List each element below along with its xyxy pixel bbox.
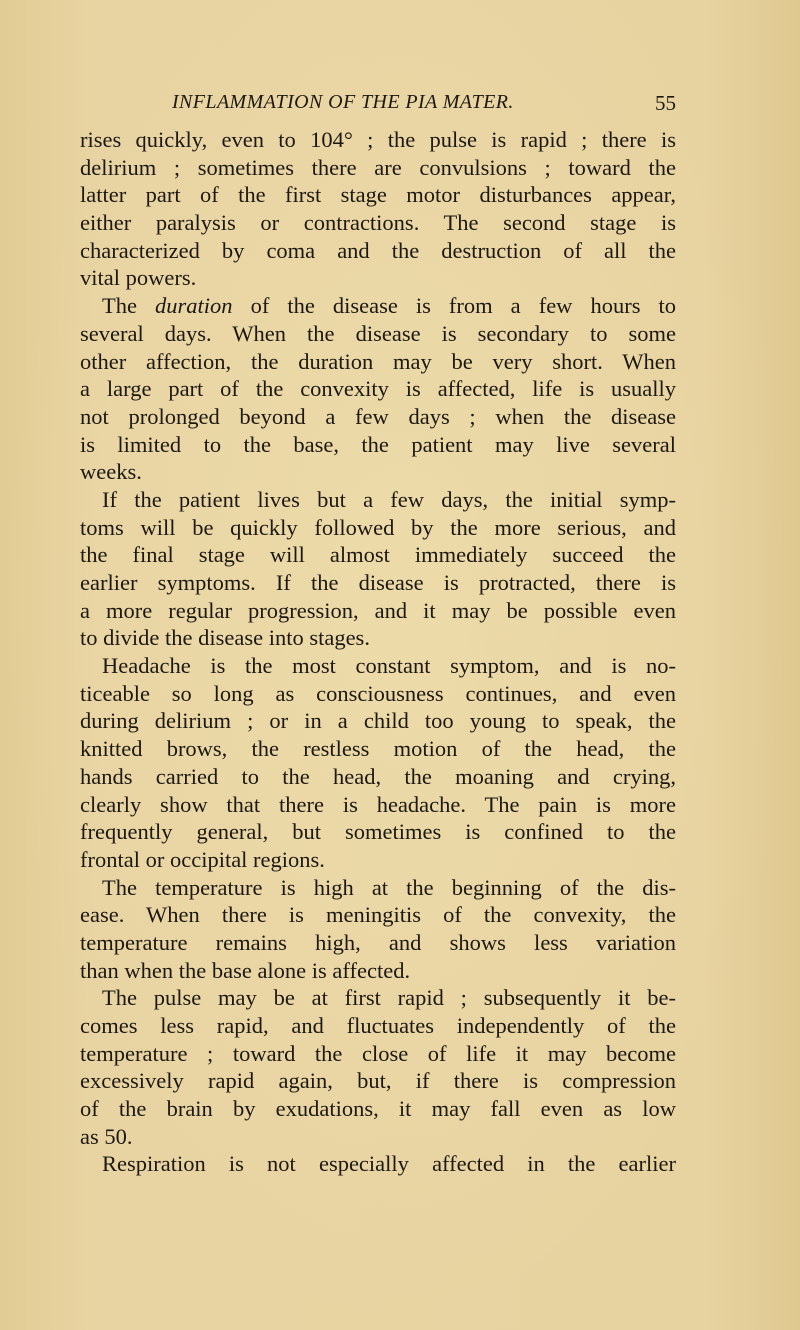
- text-line: comes less rapid, and fluctuates independently of the: [80, 1013, 676, 1038]
- text-line: a more regular progression, and it may be possible even: [80, 597, 676, 623]
- text-line: weeks.: [80, 459, 142, 485]
- text-line: other affection, the duration may be very short. When: [80, 348, 676, 374]
- text-line: The pulse may be at first rapid ; subsequently it be-: [102, 985, 676, 1011]
- text-line: a large part of the convexity is affected, life is usually: [80, 376, 676, 402]
- body-text: [80, 126, 676, 1178]
- text-line: to divide the disease into stages.: [80, 625, 370, 651]
- text-line: characterized by coma and the destruction of all the: [80, 237, 676, 263]
- running-title: INFLAMMATION OF THE PIA MATER.: [172, 91, 514, 113]
- text-line: The duration of the disease is from a few hours to: [102, 293, 676, 319]
- text-line: If the patient lives but a few days, the initial symp-: [102, 486, 676, 512]
- text-line: during delirium ; or in a child too young to speak, the: [80, 708, 676, 734]
- text-line: as 50.: [80, 1123, 133, 1149]
- text-line: rises quickly, even to 104° ; the pulse is rapid ; there is: [80, 127, 676, 152]
- text-line: latter part of the first stage motor disturbances appear,: [80, 182, 676, 208]
- text-line: several days. When the disease is secondary to some: [80, 320, 676, 346]
- text-line: is limited to the base, the patient may live several: [80, 431, 676, 457]
- text-line: temperature ; toward the close of life it may become: [80, 1040, 676, 1066]
- text-line: temperature remains high, and shows less variation: [80, 929, 676, 955]
- text-line: knitted brows, the restless motion of the head, the: [80, 736, 676, 762]
- text-line: Headache is the most constant symptom, and is no-: [102, 653, 676, 679]
- text-line: than when the base alone is affected.: [80, 957, 411, 983]
- text-line: hands carried to the head, the moaning and crying,: [80, 763, 676, 789]
- text-line: ticeable so long as consciousness continues, and even: [80, 680, 676, 706]
- text-line: The temperature is high at the beginning of the dis-: [102, 874, 676, 900]
- page-number: 55: [655, 91, 676, 115]
- text-line: frontal or occipital regions.: [80, 846, 325, 872]
- text-line: the final stage will almost immediately succeed the: [80, 542, 676, 568]
- text-line: Respiration is not especially affected in the earlier: [102, 1151, 676, 1177]
- text-line: ease. When there is meningitis of the convexity, the: [80, 902, 676, 928]
- text-line: of the brain by exudations, it may fall even as low: [80, 1096, 676, 1122]
- text-line: vital powers.: [80, 265, 197, 291]
- text-line: earlier symptoms. If the disease is protracted, there is: [80, 570, 676, 595]
- text-line: not prolonged beyond a few days ; when the disease: [80, 403, 676, 429]
- text-line: delirium ; sometimes there are convulsions ; toward the: [80, 154, 676, 180]
- text-line: excessively rapid again, but, if there is compression: [80, 1068, 676, 1094]
- text-line: clearly show that there is headache. The pain is more: [80, 791, 676, 817]
- text-line: frequently general, but sometimes is confined to the: [80, 819, 676, 845]
- text-line: either paralysis or contractions. The second stage is: [80, 210, 676, 236]
- text-line: toms will be quickly followed by the more serious, and: [80, 514, 676, 540]
